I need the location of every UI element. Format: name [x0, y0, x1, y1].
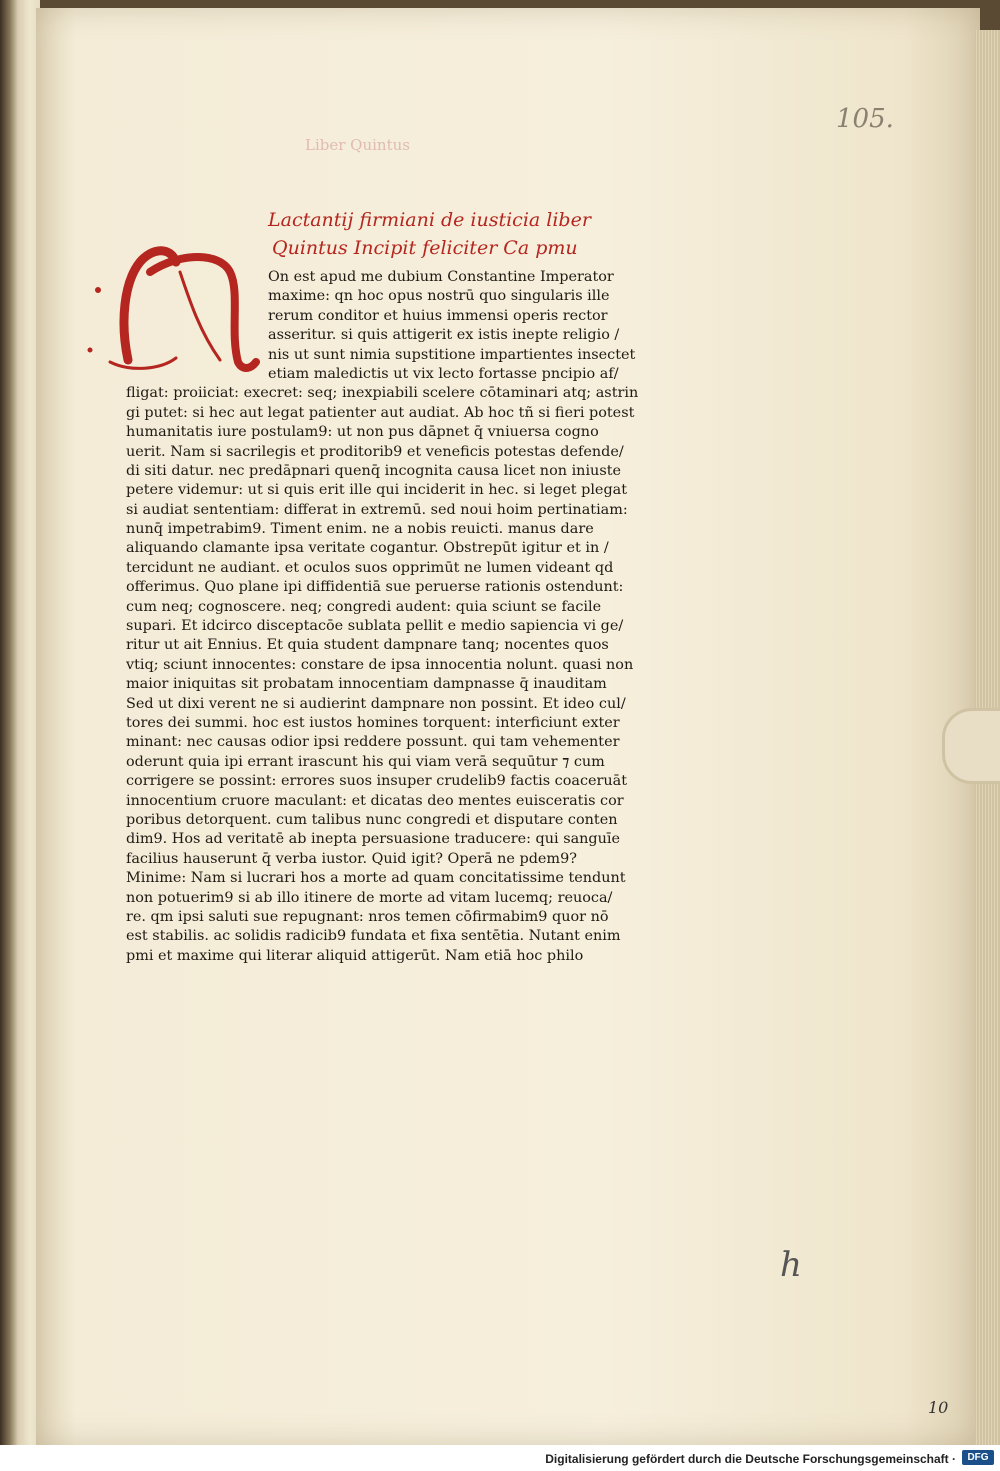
- faint-running-head: Liber Quintus: [305, 136, 410, 154]
- text-line: tercidunt ne audiant. et oculos suos opprimūt ne lumen videant qd: [126, 559, 614, 576]
- text-line: asseritur. si quis attigerit ex istis inepte religio /: [268, 327, 620, 344]
- text-line: offerimus. Quo plane ipi diffidentiā sue peruerse rationis ostendunt:: [126, 579, 624, 596]
- text-line: innocentium cruore maculant: et dicatas deo mentes euisceratis cor: [126, 792, 624, 809]
- text-line: supari. Et idcirco disceptacōe sublata pellit e medio sapiencia vi ge/: [126, 618, 624, 635]
- text-line: pmi et maxime qui literar aliquid attigerūt. Nam etiā hoc philo: [126, 947, 584, 964]
- text-line: corrigere se possint: errores suos insuper crudelib9 factis coaceruāt: [126, 773, 628, 790]
- footer-credit: Digitalisierung gefördert durch die Deutsche Forschungsgemeinschaft ·: [545, 1452, 956, 1466]
- dfg-logo: DFG: [962, 1450, 994, 1465]
- text-line: aliquando clamante ipsa veritate cogantur. Obstrepūt igitur et in /: [126, 540, 609, 557]
- text-line: dim9. Hos ad veritatē ab inepta persuasione traducere: qui sanguīe: [126, 831, 621, 848]
- text-line: re. qm ipsi saluti sue repugnant: nros temen cōfirmabim9 quor nō: [126, 908, 609, 925]
- main-text-block: [126, 268, 666, 966]
- text-line: On est apud me dubium Constantine Imperator: [268, 269, 614, 285]
- text-line: Sed ut dixi verent ne si audierint dampnare non possint. Et ideo cul/: [126, 695, 626, 712]
- text-line: nis ut sunt nimia supstitione impartientes insectet: [268, 346, 636, 363]
- footer-number: 10: [928, 1398, 949, 1417]
- text-line: tores dei summi. hoc est iustos homines torquent: interficiunt exter: [126, 714, 620, 731]
- rubric-line-2: Quintus Incipit feliciter Ca pmu: [272, 237, 578, 259]
- text-line: etiam maledictis ut vix lecto fortasse pncipio af/: [268, 365, 619, 382]
- text-line: maxime: qn hoc opus nostrū quo singularis ille: [268, 288, 610, 305]
- rubric-line-1: Lactantij firmiani de iusticia liber: [268, 209, 591, 231]
- text-line: petere videmur: ut si quis erit ille qui inciderit in hec. si leget plegat: [126, 482, 628, 499]
- text-line: si audiat sententiam: differat in extremū. sed noui hoim pertinatiam:: [126, 501, 628, 518]
- text-line: ritur ut ait Ennius. Et quia student dampnare tanq; nocentes quos: [126, 637, 609, 654]
- text-line: cum neq; cognoscere. neq; congredi audent: quia sciunt se facile: [126, 598, 602, 615]
- left-page-edge: [0, 0, 40, 1445]
- text-line: fligat: proiiciat: execret: seq; inexpiabili scelere cōtaminari atq; astrin: [126, 385, 639, 402]
- text-line: nunq̄ impetrabim9. Timent enim. ne a nobis reuicti. manus dare: [126, 521, 594, 538]
- text-line: minant: nec causas odior ipsi reddere possunt. qui tam vehementer: [126, 734, 620, 751]
- footer-bar: [0, 1445, 1000, 1471]
- bookmark-tab: [942, 708, 1000, 784]
- text-line: poribus detorquent. cum talibus nunc congredi et disputare conten: [126, 811, 618, 828]
- text-line: humanitatis iure postulam9: ut non pus dāpnet q̄ vniuersa cogno: [126, 424, 599, 441]
- text-line: gi putet: si hec aut legat patienter aut audiat. Ab hoc tñ si fieri potest: [126, 404, 635, 421]
- text-line: facilius hauserunt q̄ verba iustor. Quid igit? Operā ne pdem9?: [126, 850, 577, 867]
- text-line: vtiq; sciunt innocentes: constare de ipsa innocentia nolunt. quasi non: [126, 656, 634, 673]
- text-line: rerum conditor et huius immensi operis rector: [268, 307, 608, 324]
- signature-mark: h: [780, 1245, 802, 1285]
- text-line: non potuerim9 si ab illo itinere de morte ad vitam lucemq; reuoca/: [126, 889, 613, 906]
- handwritten-page-number: 105.: [836, 104, 894, 134]
- text-line: Minime: Nam si lucrari hos a morte ad quam concitatissime tendunt: [126, 870, 626, 887]
- text-line: uerit. Nam si sacrilegis et proditorib9 et veneficis potestas defende/: [126, 443, 624, 460]
- text-line: di siti datur. nec predāpnari quenq̄ incognita causa licet non iniuste: [126, 462, 622, 479]
- text-line: est stabilis. ac solidis radicib9 fundata et fixa sentētia. Nutant enim: [126, 928, 621, 945]
- rubric-heading: [268, 206, 688, 262]
- text-line: maior iniquitas sit probatam innocentiam dampnasse q̄ inauditam: [126, 676, 607, 693]
- text-line: oderunt quia ipi errant irascunt his qui viam verā sequūtur ⁊ cum: [126, 753, 605, 770]
